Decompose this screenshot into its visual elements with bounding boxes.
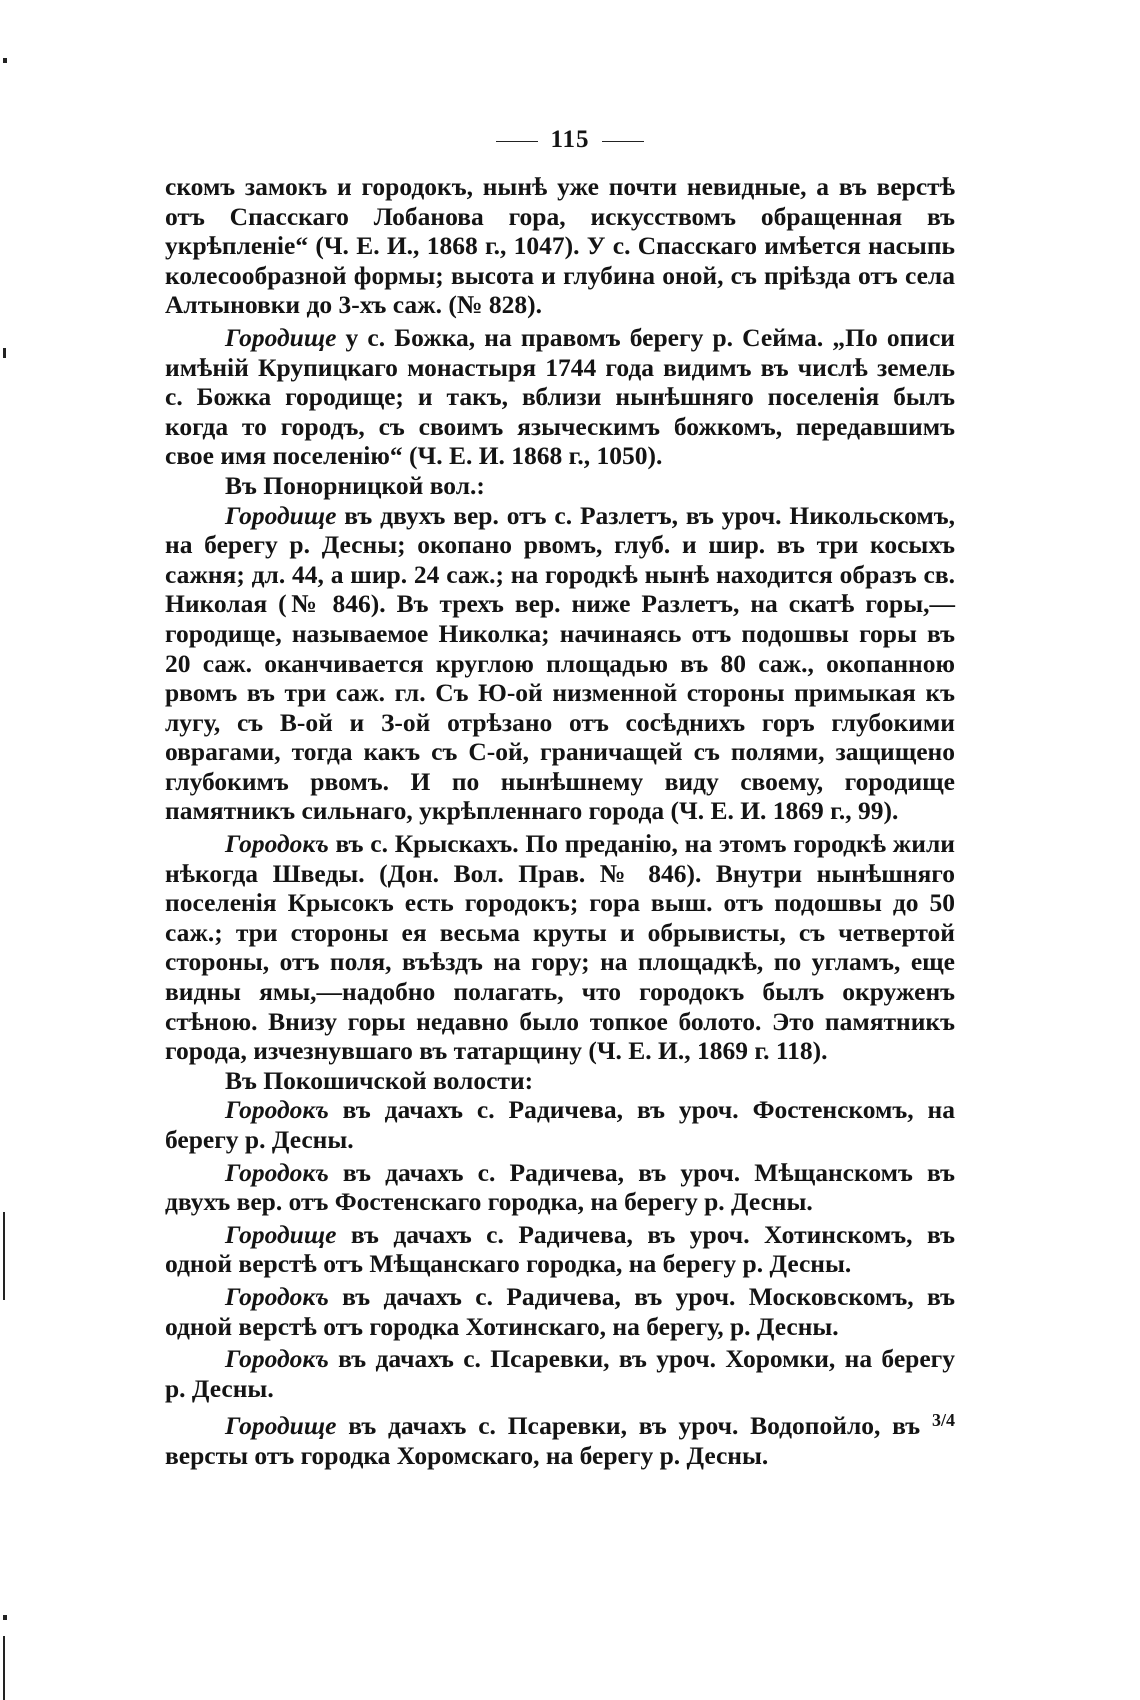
body-text [165, 172, 955, 1471]
paragraph-text: въ дачахъ с. Псаревки, въ уроч. Водопойло, въ [336, 1411, 932, 1441]
site-term: Городище [225, 1219, 337, 1249]
scan-mark [3, 58, 7, 63]
scan-mark [3, 1615, 7, 1620]
section-heading [165, 1066, 955, 1096]
paragraph-text: въ дачахъ с. Радичева, въ уроч. Хотинскомъ, въ одной верстѣ отъ Мѣщанскаго городка, на берегу р. Десны. [165, 1219, 955, 1279]
site-term: Городокъ [225, 829, 329, 859]
header-dash-right [602, 141, 644, 142]
scan-mark [3, 1212, 5, 1300]
paragraph-text: скомъ замокъ и городокъ, нынѣ уже почти невидные, а въ верстѣ отъ Спасскаго Лобанова гора, искусствомъ обращенная въ укрѣпленіе“ (Ч. Е. И., 1868 г., 1047). У с. Спасскаго имѣется насыпь колесообразной формы; высота и глубина оной, съ пріѣзда отъ села Алтыновки до 3-хъ саж. (№ 828). [165, 172, 955, 320]
paragraph [165, 1095, 955, 1154]
paragraph-text: въ дачахъ с. Псаревки, въ уроч. Хоромки, на берегу р. Десны. [165, 1344, 955, 1403]
paragraph [165, 1406, 955, 1470]
header-dash-left [496, 141, 538, 142]
paragraph [165, 1158, 955, 1217]
paragraph-text: въ с. Крыскахъ. По преданію, на этомъ городкѣ жили нѣкогда Шведы. (Дон. Вол. Прав. № 846). Внутри нынѣшняго поселенія Крысокъ есть городокъ; гора выш. отъ подошвы до 50 саж.; три стороны ея весьма круты и обрывисты, съ четвертой стороны, отъ поля, въѣздъ на гору; на площадкѣ, по угламъ, еще видны ямы,—надобно полагать, что городокъ былъ окруженъ стѣною. Внизу горы недавно было топкое болото. Это памятникъ города, изчезнувшаго въ татарщину (Ч. Е. И., 1869 г. 118). [165, 829, 955, 1066]
scan-mark [3, 348, 6, 358]
site-term: Городокъ [225, 1157, 329, 1187]
paragraph-text: въ дачахъ с. Радичева, въ уроч. Фостенскомъ, на берегу р. Десны. [165, 1095, 955, 1154]
paragraph [165, 1282, 955, 1341]
site-term: Городище [225, 500, 337, 530]
paragraph-text: въ дачахъ с. Радичева, въ уроч. Мѣщанскомъ въ двухъ вер. отъ Фостенскаго городка, на берегу р. Десны. [165, 1157, 955, 1217]
paragraph [165, 1220, 955, 1279]
paragraph [165, 501, 955, 827]
site-term: Городокъ [225, 1344, 329, 1374]
paragraph-text: въ двухъ вер. отъ с. Разлетъ, въ уроч. Никольскомъ, на берегу р. Десны; окопано рвомъ, глуб. и шир. въ три косыхъ сажня; дл. 44, а шир. 24 саж.; на городкѣ нынѣ находится образъ св. Николая (№ 846). Въ трехъ вер. ниже Разлетъ, на скатѣ горы,—городище, называемое Николка; начинаясь отъ подошвы горы въ 20 саж. оканчивается круглою площадью въ 80 саж., окопанною рвомъ въ три саж. гл. Съ Ю-ой низменной стороны примыкая къ лугу, съ В-ой и З-ой отрѣзано отъ сосѣднихъ горъ глубокими оврагами, тогда какъ съ С-ой, граничащей съ полями, защищено глубокимъ рвомъ. И по нынѣшнему виду своему, городище памятникъ сильнаго, укрѣпленнаго города (Ч. Е. И. 1869 г., 99). [165, 500, 955, 826]
page-number: 115 [550, 126, 590, 153]
page-header [0, 126, 1140, 154]
paragraph-text-after: версты отъ городка Хоромскаго, на берегу р. Десны. [165, 1440, 769, 1470]
fraction: 3/4 [931, 1410, 955, 1431]
scan-mark [3, 1636, 5, 1700]
paragraph [165, 829, 955, 1066]
paragraph [165, 1344, 955, 1403]
section-heading [165, 471, 955, 501]
site-term: Городище [225, 322, 337, 352]
site-term: Городокъ [225, 1281, 329, 1311]
paragraph-text: у с. Божка, на правомъ берегу р. Сейма. „По описи имѣній Крупицкаго монастыря 1744 года видимъ въ числѣ земель с. Божка городище; и такъ, вблизи нынѣшняго поселенія былъ когда то городъ, съ своимъ языческимъ божкомъ, передавшимъ свое имя поселенію“ (Ч. Е. И. 1868 г., 1050). [165, 322, 955, 471]
paragraph-text: въ дачахъ с. Радичева, въ уроч. Московскомъ, въ одной верстѣ отъ городка Хотинскаго, на берегу, р. Десны. [165, 1281, 955, 1341]
site-term: Городище [225, 1411, 337, 1441]
paragraph-text: Въ Понорницкой вол.: [225, 470, 485, 500]
paragraph [165, 323, 955, 471]
paragraph [165, 172, 955, 320]
site-term: Городокъ [225, 1095, 329, 1125]
paragraph-text: Въ Покошичской волости: [225, 1065, 534, 1095]
